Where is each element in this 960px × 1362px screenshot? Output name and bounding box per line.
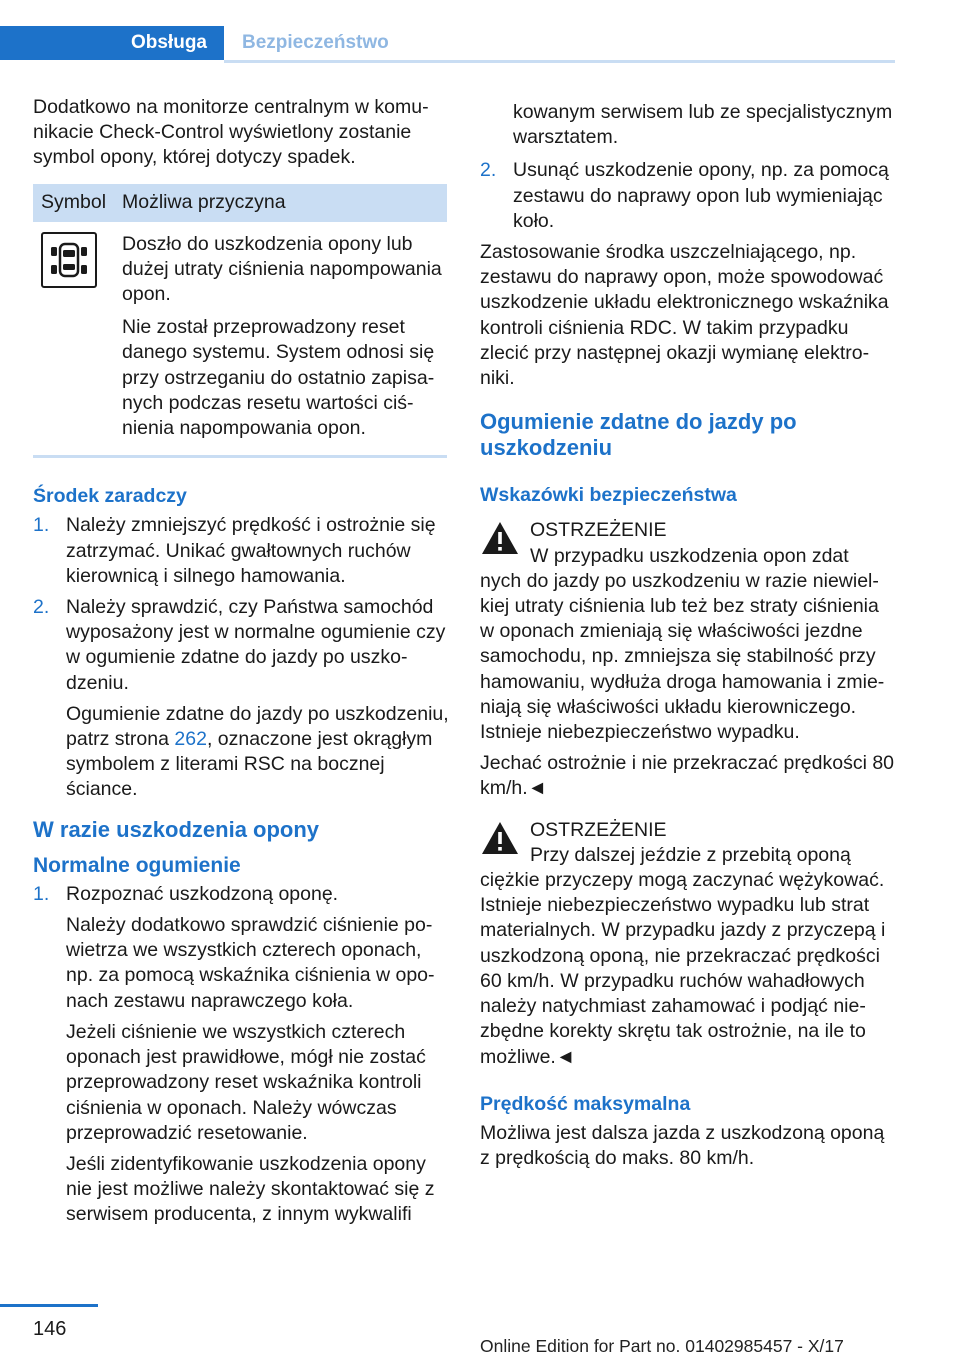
remedy-steps bbox=[33, 513, 449, 802]
cause-text-2: Nie został przeprowadzony reset danego systemu. System odnosi się przy ostrzeganiu do ostatnio zapisanych podczas resetu wartości ciśnienia napompowania opon. bbox=[122, 316, 435, 440]
warning-block-2 bbox=[480, 818, 896, 1070]
tire-pressure-warning-icon bbox=[41, 232, 97, 288]
step-note: Ogumienie zdatne do jazdy po uszkodzeniu, patrz strona 262, oznaczone jest okrągłym symbolem z literami RSC na bocznej ściance. bbox=[66, 702, 449, 801]
max-speed-text: Możliwa jest dalsza jazda z uszkodzoną oponą z prędkością do maks. 80 km/h. bbox=[480, 1121, 885, 1170]
page-link-262[interactable]: 262 bbox=[174, 728, 207, 751]
chapter-tabs bbox=[0, 26, 895, 60]
list-item bbox=[480, 100, 896, 150]
warning-body: nych do jazdy po uszkodzeniu w razie niewielkiej utraty ciśnienia lub też bez straty ciśnienia w oponach zmieniają się właściwości jezdne samochodu, np. zmniejsza się stabilność przy hamowaniu, wydłuża droga hamowania i zmieniają się właściwości układu kierowniczego. Istnieje niebezpieczeństwo wypadku. bbox=[480, 569, 885, 744]
list-item bbox=[480, 158, 896, 234]
step-number: 1. bbox=[33, 514, 50, 537]
step-note: Jeśli zidentyfikowanie uszkodzenia opony nie jest możliwe należy skontaktować się z serwisem producenta, z innym wykwalifi bbox=[66, 1152, 435, 1226]
sealant-note: Zastosowanie środka uszczelniającego, np. zestawu do naprawy opon, może spowodować uszkodzenie układu elektronicznego wskaźnika kontroli ciśnienia RDC. W takim przypadku zlecić przy następnej okazji wymianę elektroniki. bbox=[480, 241, 889, 390]
cause-text-1: Doszło do uszkodzenia opony lub dużej utraty ciśnienia napompowania opon. bbox=[122, 232, 442, 306]
normal-tire-steps bbox=[33, 882, 449, 1228]
step-text: Rozpoznać uszkodzoną oponę. bbox=[66, 882, 339, 905]
warning-advice: Jechać ostrożnie i nie przekraczać prędkości 80 km/h.◄ bbox=[480, 752, 895, 800]
warning-first-line: W przypadku uszkodzenia opon zdat bbox=[530, 544, 849, 567]
subsection-title: Normalne ogumienie bbox=[33, 853, 241, 877]
step-continued-text: kowanym serwisem lub ze specjalistycznym warsztatem. bbox=[513, 101, 893, 149]
rsc-title: Ogumienie zdatne do jazdy po uszkodzeniu bbox=[480, 409, 797, 461]
table-header-cause: Możliwa przyczyna bbox=[115, 184, 447, 222]
step-note: Należy dodatkowo sprawdzić ciśnienie powietrza we wszystkich czterech oponach, np. za pomocą wskaźnika ciśnienia w oponach zestawu naprawczego koła. bbox=[66, 914, 435, 1012]
warning-first-line: Przy dalszej jeździe z przebitą oponą bbox=[530, 843, 851, 866]
right-column bbox=[480, 100, 896, 1179]
tab-obsluga[interactable]: Obsługa bbox=[0, 26, 224, 60]
step-note: Jeżeli ciśnienie we wszystkich czterech oponach jest prawidłowe, mógł nie zostać przeprowadzony reset wskaźnika kontroli ciśnienia w oponach. Należy wówczas przeprowadzić resetowanie. bbox=[66, 1020, 426, 1144]
warning-block-1 bbox=[480, 518, 896, 801]
warning-label: OSTRZEŻENIE bbox=[530, 818, 667, 841]
list-item bbox=[33, 882, 449, 1228]
max-speed-title: Prędkość maksymalna bbox=[480, 1092, 691, 1115]
step-text: Należy zmniejszyć prędkość i ostrożnie się zatrzymać. Unikać gwałtownych ruchów kierownicą i silnego hamowania. bbox=[66, 514, 436, 587]
table-row bbox=[33, 222, 447, 457]
footer-accent-line bbox=[0, 1304, 98, 1307]
step-text: Usunąć uszkodzenie opony, np. za pomocą zestawu do naprawy opon lub wymieniając koło. bbox=[513, 159, 889, 232]
step-number: 1. bbox=[33, 882, 50, 905]
tab-bezpieczenstwo[interactable]: Bezpieczeństwo bbox=[224, 26, 895, 60]
intro-paragraph: Dodatkowo na monitorze centralnym w komunikacie Check-Control wyświetlony zostanie symbol opony, której dotyczy spadek. bbox=[33, 96, 429, 169]
step-number: 2. bbox=[480, 159, 497, 182]
normal-tire-steps-continued bbox=[480, 100, 896, 234]
warning-triangle-icon bbox=[480, 520, 520, 556]
table-header-symbol: Symbol bbox=[33, 184, 115, 222]
warning-triangle-icon bbox=[480, 820, 520, 856]
remedy-title: Środek zaradczy bbox=[33, 485, 187, 508]
edition-footer: Online Edition for Part no. 01402985457 - X/17 bbox=[480, 1336, 844, 1356]
step-text: Należy sprawdzić, czy Państwa samochód wyposażony jest w normalne ogumienie czy w ogumienie zdatne do jazdy po uszkodzeniu. bbox=[66, 596, 446, 694]
warning-body: ciężkie przyczepy mogą zaczynać wężykować. Istnieje niebezpieczeństwo wypadku lub strat materialnych. W przypadku jazdy z przyczepą i uszkodzoną oponą, nie przekraczać prędkości 60 km/h. W przypadku ruchów wahadłowych należy natychmiast zahamować i podjąć niezbędne korekty skrętu tak ostrożnie, na ile to możliwe.◄ bbox=[480, 869, 886, 1068]
list-item bbox=[33, 513, 449, 589]
warning-label: OSTRZEŻENIE bbox=[530, 519, 667, 542]
symbol-table bbox=[33, 184, 447, 459]
section-title: W razie uszkodzenia opony bbox=[33, 816, 320, 842]
step-number: 2. bbox=[33, 596, 50, 619]
left-column bbox=[33, 95, 449, 1234]
list-item bbox=[33, 595, 449, 803]
safety-title: Wskazówki bezpieczeństwa bbox=[480, 484, 737, 507]
tab-underline bbox=[224, 60, 895, 63]
page-number: 146 bbox=[33, 1318, 67, 1340]
